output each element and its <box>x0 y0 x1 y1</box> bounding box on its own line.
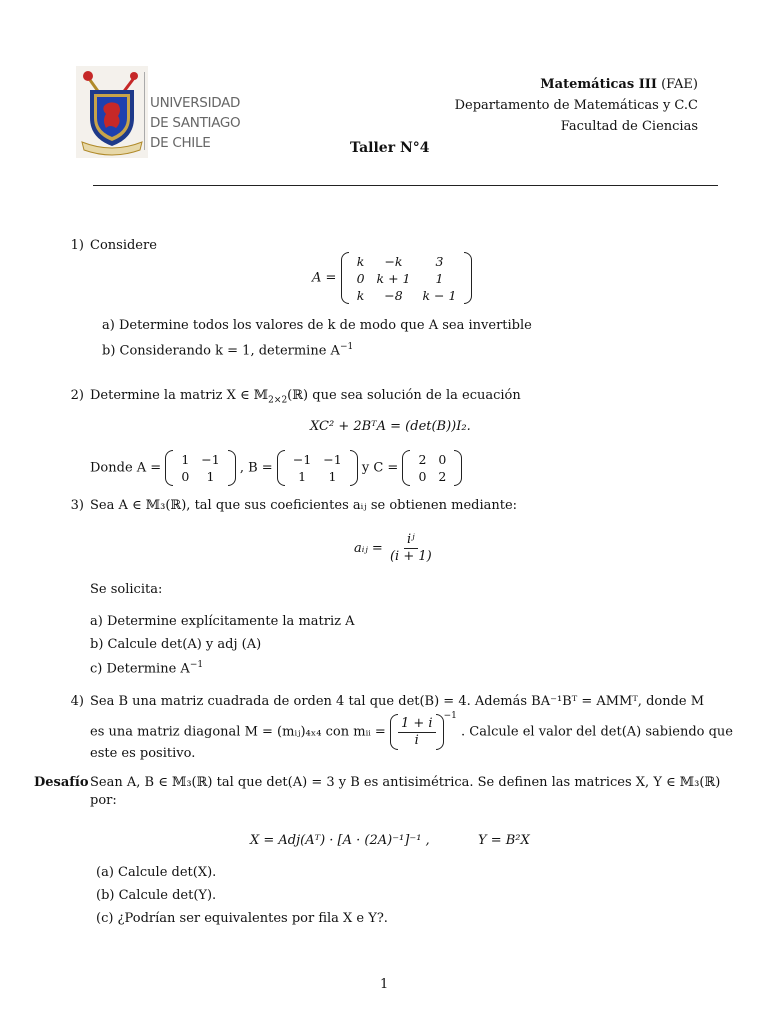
problem-3-part-a: a) Determine explícitamente la matriz A <box>90 614 355 629</box>
problem-2-intro: Determine la matriz X ∈ 𝕄$_{2\times 2}$(ℝ) que sea solución de la ecuación <box>90 388 521 406</box>
problem-1-part-b: b) Considerando k = 1, determine $A^{-1}$ <box>102 342 354 359</box>
university-name-line3: DE CHILE <box>150 135 211 151</box>
department-name: Departamento de Matemáticas y C.C <box>454 98 698 113</box>
problem-1-intro: Considere <box>90 238 157 253</box>
faculty-name: Facultad de Ciencias <box>560 119 698 134</box>
challenge-part-b: (b) Calcule det(Y). <box>96 888 217 903</box>
header-rule <box>93 185 718 186</box>
challenge-part-a: (a) Calcule det(X). <box>96 865 217 880</box>
problem-2-equation: XC² + 2BᵀA = (det(B))I₂. <box>310 419 471 434</box>
problem-3-solicita: Se solicita: <box>90 582 163 597</box>
challenge-equation-x: X = Adj(Aᵀ) · [A · (2A)⁻¹]⁻¹ , <box>250 833 430 848</box>
page-title: Taller N°4 <box>350 140 430 156</box>
logo-divider <box>144 72 145 150</box>
problem-2-number: 2) <box>70 388 84 403</box>
matrix-label: A = <box>312 270 337 286</box>
matrix-B2: −1 −1 1 1 <box>277 450 358 486</box>
course-code: (FAE) <box>661 77 698 92</box>
university-name <box>150 93 260 153</box>
challenge-line2: por: <box>90 793 117 808</box>
problem-4-number: 4) <box>70 694 84 709</box>
problem-3-number: 3) <box>70 498 84 513</box>
matrix-C2: 2 0 0 2 <box>402 450 462 486</box>
problem-3-intro: Sea A ∈ 𝕄₃(ℝ), tal que sus coeficientes aᵢⱼ se obtienen mediante: <box>90 498 518 513</box>
problem-2-matrices: Donde A = 1 −1 0 1 , B = −1 −1 1 1 y C = 2 0 0 2 <box>90 450 462 486</box>
problem-4-line1: Sea B una matriz cuadrada de orden 4 tal que det(B) = 4. Además BA⁻¹Bᵀ = AMMᵀ, donde M <box>90 694 705 709</box>
matrix-A2: 1 −1 0 1 <box>165 450 235 486</box>
university-name-line2: DE SANTIAGO <box>150 115 241 131</box>
problem-3-formula: aᵢⱼ = $\frac{\text{iʲ}}{(i + 1)}$ <box>354 532 432 564</box>
course-header <box>455 74 698 137</box>
problem-3-part-c: c) Determine $A^{-1}$ <box>90 660 204 677</box>
university-name-line1: UNIVERSIDAD <box>150 95 241 111</box>
problem-1-part-a: a) Determine todos los valores de k de modo que A sea invertible <box>102 318 532 333</box>
problem-4-line2: es una matriz diagonal M = (mᵢⱼ)₄ₓ₄ con mᵢᵢ = $\frac{1 + i}{i}$ $^{-1}$ . Calcule el valor del det(A) sabiendo que <box>90 714 733 750</box>
course-name: Matemáticas III <box>540 77 657 92</box>
problem-1-matrix-equation <box>312 252 472 304</box>
challenge-label: Desafío <box>34 775 89 790</box>
matrix-A: k −k 3 0 k + 1 1 k −8 k − 1 <box>341 252 473 304</box>
problem-4-line3: este es positivo. <box>90 746 196 761</box>
challenge-part-c: (c) ¿Podrían ser equivalentes por fila X e Y?. <box>96 911 388 926</box>
problem-3-part-b: b) Calcule det(A) y adj (A) <box>90 637 262 652</box>
page-number: 1 <box>380 977 389 992</box>
university-crest-icon <box>76 66 148 158</box>
challenge-line1: Sean A, B ∈ 𝕄₃(ℝ) tal que det(A) = 3 y B es antisimétrica. Se definen las matrices X, Y ∈ 𝕄₃(ℝ) <box>90 775 721 790</box>
problem-1-number: 1) <box>70 238 84 253</box>
challenge-equation-y: Y = B²X <box>478 833 530 848</box>
